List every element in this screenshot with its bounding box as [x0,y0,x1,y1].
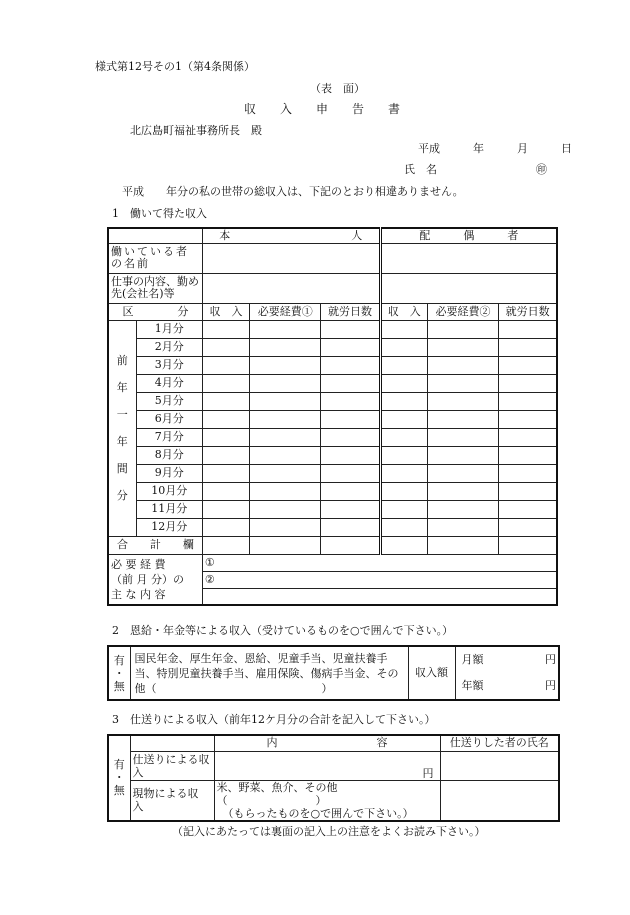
section2-heading: 2 恩給・年金等による収入（受けているものを○で囲んで下さい。） [112,624,454,637]
form-code: 様式第12号その1（第4条関係） [95,60,255,73]
cell[interactable] [380,338,427,356]
cell[interactable] [380,482,427,500]
name-row-label: 働いている者の名前 [108,243,202,273]
cell[interactable] [321,356,380,374]
seal-icon: ㊞ [536,163,547,176]
cell[interactable] [499,428,557,446]
cell[interactable] [202,446,249,464]
col-income-spouse: 収 入 [380,303,427,320]
month-label: 3月分 [136,356,202,374]
cell[interactable] [250,464,321,482]
month-label: 12月分 [136,518,202,536]
cell[interactable] [427,410,498,428]
cell[interactable] [380,446,427,464]
cell[interactable] [427,482,498,500]
cell[interactable] [321,392,380,410]
cell[interactable] [499,536,557,554]
content-header: 内 容 [214,735,440,751]
cell[interactable] [202,464,249,482]
cell[interactable] [250,482,321,500]
cell[interactable] [321,374,380,392]
expense-note-1[interactable]: ① [202,554,557,571]
cell[interactable] [380,374,427,392]
name-label: 氏 名 [404,163,437,176]
month-label: 7月分 [136,428,202,446]
month-label: 1月分 [136,320,202,338]
cell[interactable] [202,392,249,410]
cell[interactable] [499,338,557,356]
yearly-amount-field[interactable]: 年額 円 [455,673,559,700]
cell[interactable] [321,320,380,338]
expense-note-2[interactable]: ② [202,571,557,588]
addressee: 北広島町福祉事務所長 殿 [130,124,262,137]
cell[interactable] [250,320,321,338]
cell[interactable] [250,392,321,410]
cell[interactable] [250,428,321,446]
cell[interactable] [427,464,498,482]
allowance-presence[interactable]: 有 ・ 無 [108,735,130,821]
self-job-field[interactable] [202,273,380,303]
cell[interactable] [427,356,498,374]
cell[interactable] [202,320,249,338]
cell[interactable] [202,482,249,500]
goods-sender-field[interactable] [440,780,559,821]
category-label: 区 分 [108,303,202,320]
cash-sender-field[interactable] [440,751,559,780]
page-title: 収 入 申 告 書 [244,102,401,116]
cell[interactable] [321,464,380,482]
cell[interactable] [427,374,498,392]
cell[interactable] [250,356,321,374]
cell[interactable] [499,482,557,500]
cell[interactable] [427,446,498,464]
cell[interactable] [380,536,427,554]
cell[interactable] [202,518,249,536]
cell[interactable] [202,500,249,518]
date-line: 平成 年 月 日 [418,142,572,155]
month-label: 4月分 [136,374,202,392]
monthly-amount-field[interactable]: 月額 円 [455,646,559,673]
pension-presence[interactable]: 有 ・ 無 [108,646,130,700]
cell[interactable] [427,392,498,410]
cell[interactable] [427,338,498,356]
cell[interactable] [499,320,557,338]
col-expense2: 必要経費② [427,303,498,320]
expense-note-label: 必 要 経 費 （前 月 分）の 主 な 内 容 [108,554,202,605]
month-label: 9月分 [136,464,202,482]
cell[interactable] [321,410,380,428]
cell[interactable] [427,428,498,446]
cell[interactable] [250,518,321,536]
total-label: 合 計 欄 [108,536,202,554]
cell[interactable] [321,446,380,464]
cell[interactable] [202,536,249,554]
cell[interactable] [202,410,249,428]
col-days-spouse: 就労日数 [499,303,557,320]
cell[interactable] [202,374,249,392]
month-label: 11月分 [136,500,202,518]
cell[interactable] [499,392,557,410]
expense-note-3[interactable] [202,588,557,605]
cell[interactable] [380,356,427,374]
cell[interactable] [427,536,498,554]
section3-heading: 3 仕送りによる収入（前年12ケ月分の合計を記入して下さい。） [112,713,436,726]
month-label: 10月分 [136,482,202,500]
month-label: 6月分 [136,410,202,428]
cell[interactable] [499,500,557,518]
pension-table [107,645,560,701]
cell[interactable] [499,410,557,428]
goods-label: 現物による収 入 [130,780,214,821]
spouse-job-field[interactable] [380,273,557,303]
cell[interactable] [202,356,249,374]
blank-corner [108,228,202,243]
spouse-label: 配 偶 者 [380,228,557,243]
cell[interactable] [427,500,498,518]
goods-content[interactable]: 米、野菜、魚介、その他（ ） （もらったものを○で囲んで下さい。） [214,780,440,821]
cell[interactable] [380,464,427,482]
cell[interactable] [202,428,249,446]
cell[interactable] [380,410,427,428]
month-label: 8月分 [136,446,202,464]
footer-note: （記入にあたっては裏面の記入上の注意をよくお読み下さい。） [172,825,486,838]
side-label: （表 面） [310,82,365,95]
cell[interactable] [499,464,557,482]
sender-header: 仕送りした者の氏名 [440,735,559,751]
spouse-name-field[interactable] [380,243,557,273]
pension-description: 国民年金、厚生年金、恩給、児童手当、児童扶養手当、特別児童扶養手当、雇用保険、傷病手当金、その他（ ） [130,646,408,700]
cell[interactable] [321,338,380,356]
cell[interactable] [380,500,427,518]
allowance-table [107,734,560,822]
declaration: 平成 年分の私の世帯の総収入は、下記のとおり相違ありません。 [122,185,464,198]
period-label: 前 年 一 年 間 分 [108,320,136,536]
cell[interactable] [250,374,321,392]
cell[interactable] [321,536,380,554]
section1-heading: 1 働いて得た収入 [112,207,207,220]
cell[interactable] [250,446,321,464]
cash-amount-field[interactable]: 円 [214,751,440,780]
cell[interactable] [321,500,380,518]
col-days: 就労日数 [321,303,380,320]
cell[interactable] [499,374,557,392]
cell[interactable] [380,392,427,410]
self-label: 本 人 [202,228,380,243]
col-income: 収 入 [202,303,249,320]
cell[interactable] [427,320,498,338]
cell[interactable] [380,428,427,446]
cell[interactable] [321,428,380,446]
month-label: 5月分 [136,392,202,410]
cell[interactable] [380,518,427,536]
cell[interactable] [499,356,557,374]
cell[interactable] [499,446,557,464]
col-expense1: 必要経費① [250,303,321,320]
cell[interactable] [250,500,321,518]
income-amount-label: 収入額 [408,646,455,700]
cell[interactable] [250,536,321,554]
cell[interactable] [380,320,427,338]
cell[interactable] [499,518,557,536]
cell[interactable] [321,518,380,536]
cash-label: 仕送りによる収 入 [130,751,214,780]
cell[interactable] [321,482,380,500]
cell[interactable] [202,338,249,356]
month-label: 2月分 [136,338,202,356]
cell[interactable] [250,410,321,428]
earned-income-table [107,227,558,606]
self-name-field[interactable] [202,243,380,273]
cell[interactable] [427,518,498,536]
cell[interactable] [250,338,321,356]
job-row-label: 仕事の内容、勤め先(会社名)等 [108,273,202,303]
blank-header [130,735,214,751]
